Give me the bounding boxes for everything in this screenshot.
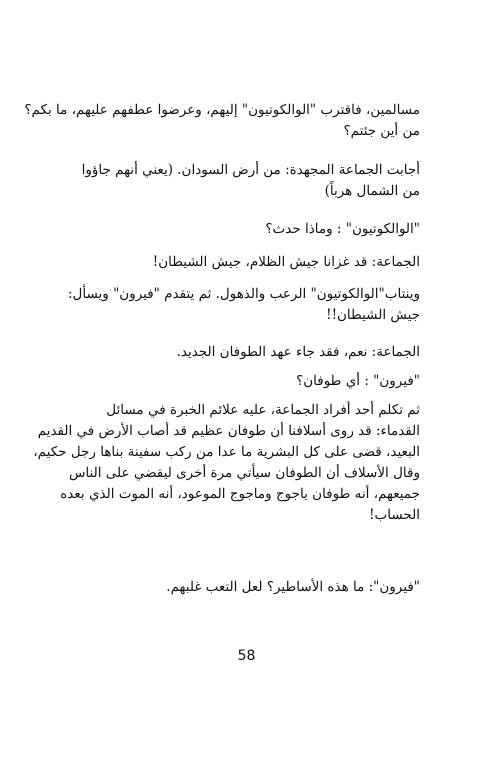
page-number: 58 xyxy=(237,648,256,664)
text-line-16: الحساب! xyxy=(369,507,420,523)
text-line-3: أجابت الجماعة المجهدة: من أرض السودان. (يعني أنهم جاؤوا xyxy=(81,162,420,178)
paragraph-1 xyxy=(24,100,420,142)
text-line-11: ثم تكلم أحد أفراد الجماعة، عليه علائم الخبرة في مسائل xyxy=(106,402,420,418)
text-line-17: "فيرون": ما هذه الأساطير؟ لعل التعب غلبهم. xyxy=(166,579,420,595)
text-line-2: من أين جئتم؟ xyxy=(343,123,420,139)
paragraph-4 xyxy=(52,252,420,273)
paragraph-5 xyxy=(52,284,420,326)
paragraph-7 xyxy=(52,371,420,392)
paragraph-8 xyxy=(33,400,420,526)
text-line-7: وينتاب"الوالكوتيون" الرعب والذهول. ثم يتقدم "فيرون" ويسأل: xyxy=(67,286,420,302)
text-line-1: مسالمين، فاقترب "الوالكوتيون" إليهم، وعرضوا عطفهم عليهم، ما بكم؟ xyxy=(24,102,420,118)
text-line-12: القدماء: قد روى أسلافنا أن طوفان عظيم قد أصاب الأرض في القديم xyxy=(37,423,420,439)
paragraph-6 xyxy=(52,342,420,363)
text-line-9: الجماعة: نعم، فقد جاء عهد الطوفان الجديد. xyxy=(176,344,420,360)
text-line-4: من الشمال هرباً) xyxy=(324,183,420,199)
text-line-6: الجماعة: قد غزانا جيش الظلام، جيش الشيطان! xyxy=(152,254,420,270)
text-line-14: وقال الأسلاف أن الطوفان سيأتي مرة أخرى ليقضي على الناس xyxy=(68,465,420,481)
text-line-5: "الوالكوتيون" : وماذا حدث؟ xyxy=(265,221,420,237)
text-line-15: جميعهم، أنه طوفان ياجوج وماجوج الموعود، أنه الموت الذي بعده xyxy=(60,486,420,502)
text-line-8: جيش الشيطان!! xyxy=(326,307,420,323)
paragraph-2 xyxy=(52,160,420,202)
paragraph-9 xyxy=(52,577,420,598)
paragraph-3 xyxy=(52,219,420,240)
text-line-13: البعيد، قضى على كل البشرية ما عدا من ركب سفينة بناها رجل حكيم، xyxy=(33,444,420,460)
text-line-10: "فيرون" : أي طوفان؟ xyxy=(296,373,420,389)
